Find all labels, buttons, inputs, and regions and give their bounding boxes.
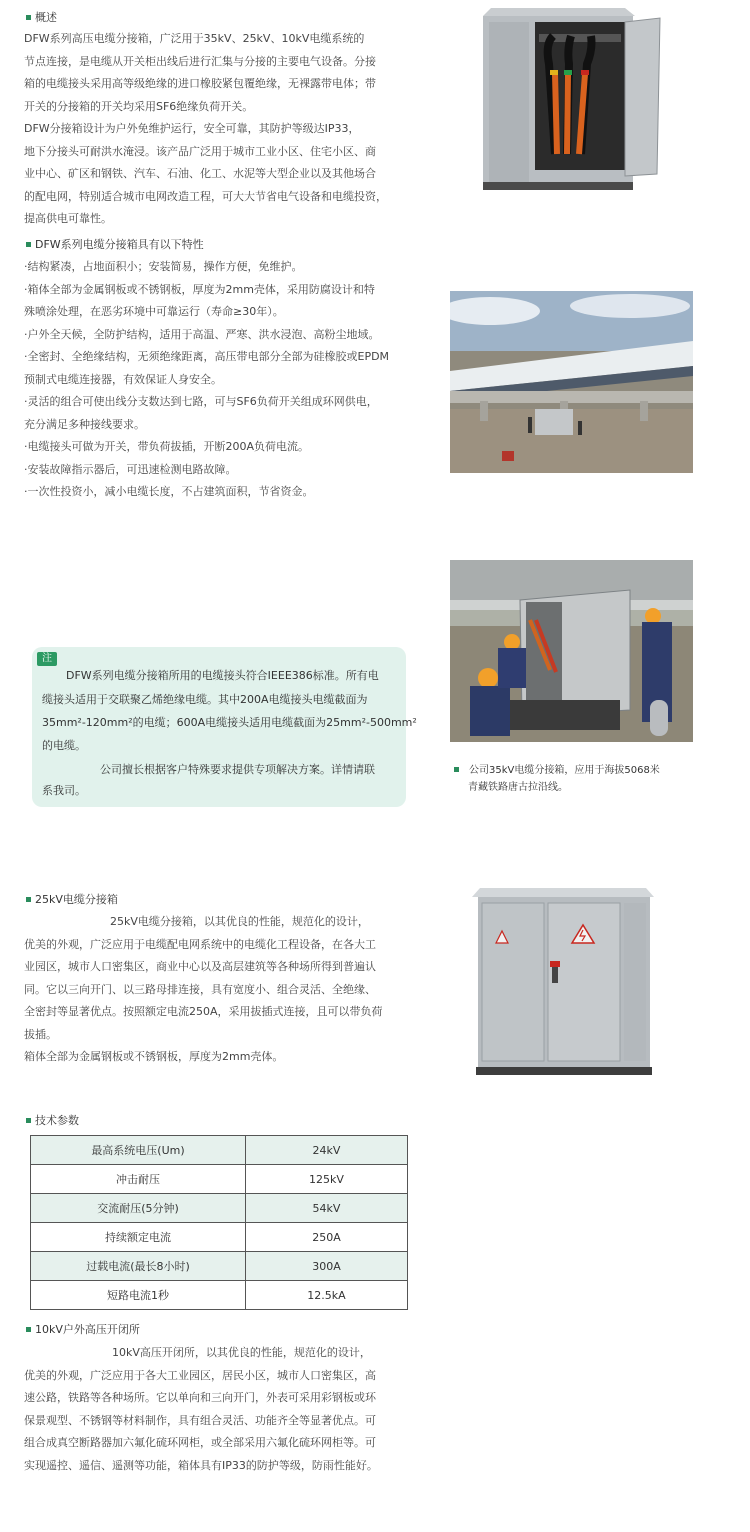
spec-name-cell: 交流耐压(5分钟) — [31, 1194, 246, 1223]
spec-name-cell: 最高系统电压(Um) — [31, 1136, 246, 1165]
note-box — [32, 647, 417, 807]
overview-heading — [26, 10, 57, 26]
box25-heading — [26, 892, 118, 908]
text-line: ·一次性投资小，减小电缆长度，不占建筑面积，节省资金。 — [24, 485, 314, 498]
bullet-square-icon — [454, 767, 459, 772]
box25-heading-text: 25kV电缆分接箱 — [35, 893, 118, 906]
text-line-content: 10kV高压开闭所，以其优良的性能，规范化的设计， — [112, 1346, 371, 1359]
switch10-heading — [26, 1322, 140, 1338]
note-line — [42, 667, 379, 685]
text-line: 组合成真空断路器加六氟化硫环网柜，或全部采用六氟化硫环网柜等。可 — [24, 1436, 376, 1449]
table-row — [31, 1223, 408, 1252]
table-row — [31, 1165, 408, 1194]
table-row — [31, 1252, 408, 1281]
text-line: 业中心、矿区和钢铁、汽车、石油、化工、水泥等大型企业以及其他场合 — [24, 167, 376, 180]
bullet-square-icon — [26, 242, 31, 247]
text-line: 速公路，铁路等各种场所。它以单向和三向开门，外表可采用彩钢板或环 — [24, 1391, 376, 1404]
text-line: ·安装故障指示器后，可迅速检测电路故障。 — [24, 462, 237, 476]
text-line: 殊喷涂处理，在恶劣环境中可靠运行（寿命≥30年）。 — [24, 305, 284, 318]
note-line-text: DFW系列电缆分接箱所用的电缆接头符合IEEE386标准。所有电 — [66, 669, 379, 682]
text-line: ·电缆接头可做为开关，带负荷拔插，开断200A负荷电流。 — [24, 440, 310, 453]
text-line: 的配电网，特别适合城市电网改造工程，可大大节省电气设备和电缆投资， — [24, 189, 387, 203]
text-line: 箱体全部为金属钢板或不锈钢板，厚度为2mm壳体。 — [24, 1050, 284, 1063]
bullet-square-icon — [26, 1327, 31, 1332]
cable-branch-box-open-photo — [475, 4, 670, 198]
spec-value-cell: 250A — [246, 1223, 408, 1252]
bullet-square-icon — [26, 15, 31, 20]
spec-table — [30, 1135, 408, 1310]
installation-workers-photo — [450, 560, 693, 742]
text-line: 地下分接头可耐洪水淹浸。该产品广泛用于城市工业小区、住宅小区、商 — [24, 144, 376, 158]
note-line: 系我司。 — [42, 784, 86, 797]
spec-value-cell: 125kV — [246, 1165, 408, 1194]
note-line: 35mm²-120mm²的电缆；600A电缆接头适用电缆截面为25mm²-500mm² — [42, 716, 417, 729]
switch10-heading-text: 10kV户外高压开闭所 — [35, 1323, 140, 1336]
railway-site-photo — [450, 291, 693, 473]
text-line: ·户外全天候，全防护结构，适用于高温、严寒、洪水浸泡、高粉尘地域。 — [24, 327, 380, 341]
overview-text — [24, 28, 394, 231]
text-line: 开关的分接箱的开关均采用SF6绝缘负荷开关。 — [24, 99, 254, 113]
spec-value-cell: 300A — [246, 1252, 408, 1281]
caption-line: 青藏铁路唐古拉沿线。 — [468, 782, 568, 793]
spec-name-cell: 持续额定电流 — [31, 1223, 246, 1252]
note-tag: 注 — [37, 652, 57, 666]
features-heading-text: DFW系列电缆分接箱具有以下特性 — [35, 238, 204, 251]
spec-value-cell: 54kV — [246, 1194, 408, 1223]
text-line: DFW系列高压电缆分接箱，广泛用于35kV、25kV、10kV电缆系统的 — [24, 32, 365, 45]
table-row — [31, 1281, 408, 1310]
spec-value-cell: 12.5kA — [246, 1281, 408, 1310]
text-line: 提高供电可靠性。 — [24, 212, 112, 225]
bullet-square-icon — [26, 1118, 31, 1123]
specs-heading-text: 技术参数 — [35, 1114, 79, 1127]
spec-value-cell: 24kV — [246, 1136, 408, 1165]
text-line: 箱的电缆接头采用高等级绝缘的进口橡胶紧包覆绝缘，无裸露带电体；带 — [24, 77, 376, 90]
features-text — [24, 256, 394, 504]
switch10-text — [24, 1342, 394, 1477]
text-line: 充分满足多种接线要求。 — [24, 417, 145, 431]
box25-text — [24, 911, 394, 1069]
spec-name-cell: 过载电流(最长8小时) — [31, 1252, 246, 1281]
photo-caption — [454, 762, 660, 796]
text-line: ·灵活的组合可使出线分支数达到七路，可与SF6负荷开关组成环网供电， — [24, 395, 378, 408]
text-line: 保景观型、不锈钢等材料制作，具有组合灵活、功能齐全等显著优点。可 — [24, 1413, 376, 1427]
spec-name-cell: 冲击耐压 — [31, 1165, 246, 1194]
table-row — [31, 1194, 408, 1223]
overview-heading-text: 概述 — [35, 11, 57, 24]
text-line: 节点连接，是电缆从开关柜出线后进行汇集与分接的主要电气设备。分接 — [24, 54, 376, 68]
bullet-square-icon — [26, 897, 31, 902]
note-line: 的电缆。 — [42, 739, 86, 752]
specs-heading — [26, 1113, 79, 1129]
text-line: 同。它以三向开门、以三路母排连接，具有宽度小、组合灵活、全绝缘、 — [24, 982, 376, 996]
note-line — [42, 761, 375, 779]
text-line — [24, 911, 394, 934]
note-line-text: 公司擅长根据客户特殊要求提供专项解决方案。详情请联 — [100, 763, 375, 776]
caption-line: 公司35kV电缆分接箱，应用于海拔5068米 — [469, 765, 660, 776]
text-line — [24, 1342, 394, 1365]
text-line: ·箱体全部为金属钢板或不锈钢板，厚度为2mm壳体，采用防腐设计和特 — [24, 282, 375, 296]
spec-name-cell: 短路电流1秒 — [31, 1281, 246, 1310]
text-line: DFW分接箱设计为户外免维护运行，安全可靠，其防护等级达IP33， — [24, 122, 360, 135]
text-line: ·全密封、全绝缘结构，无须绝缘距离，高压带电部分全部为硅橡胶或EPDM — [24, 350, 390, 363]
cable-branch-box-closed-photo — [470, 885, 656, 1080]
text-line: 拔插。 — [24, 1027, 57, 1041]
text-line: 实现遥控、遥信、遥测等功能，箱体具有IP33的防护等级，防雨性能好。 — [24, 1458, 378, 1472]
text-line: 优美的外观，广泛应用于各大工业园区，居民小区，城市人口密集区，高 — [24, 1368, 376, 1382]
features-heading — [26, 237, 204, 253]
text-line: ·结构紧凑，占地面积小；安装简易，操作方便，免维护。 — [24, 260, 303, 273]
table-row — [31, 1136, 408, 1165]
text-line-content: 25kV电缆分接箱，以其优良的性能，规范化的设计， — [110, 915, 369, 928]
text-line: 业园区，城市人口密集区，商业中心以及高层建筑等各种场所得到普遍认 — [24, 960, 376, 973]
note-line: 缆接头适用于交联聚乙烯绝缘电缆。其中200A电缆接头电缆截面为 — [42, 693, 368, 706]
text-line: 预制式电缆连接器，有效保证人身安全。 — [24, 372, 222, 386]
text-line: 优美的外观，广泛应用于电缆配电网系统中的电缆化工程设备，在各大工 — [24, 937, 376, 951]
text-line: 全密封等显著优点。按照额定电流250A，采用拔插式连接，且可以带负荷 — [24, 1005, 383, 1018]
